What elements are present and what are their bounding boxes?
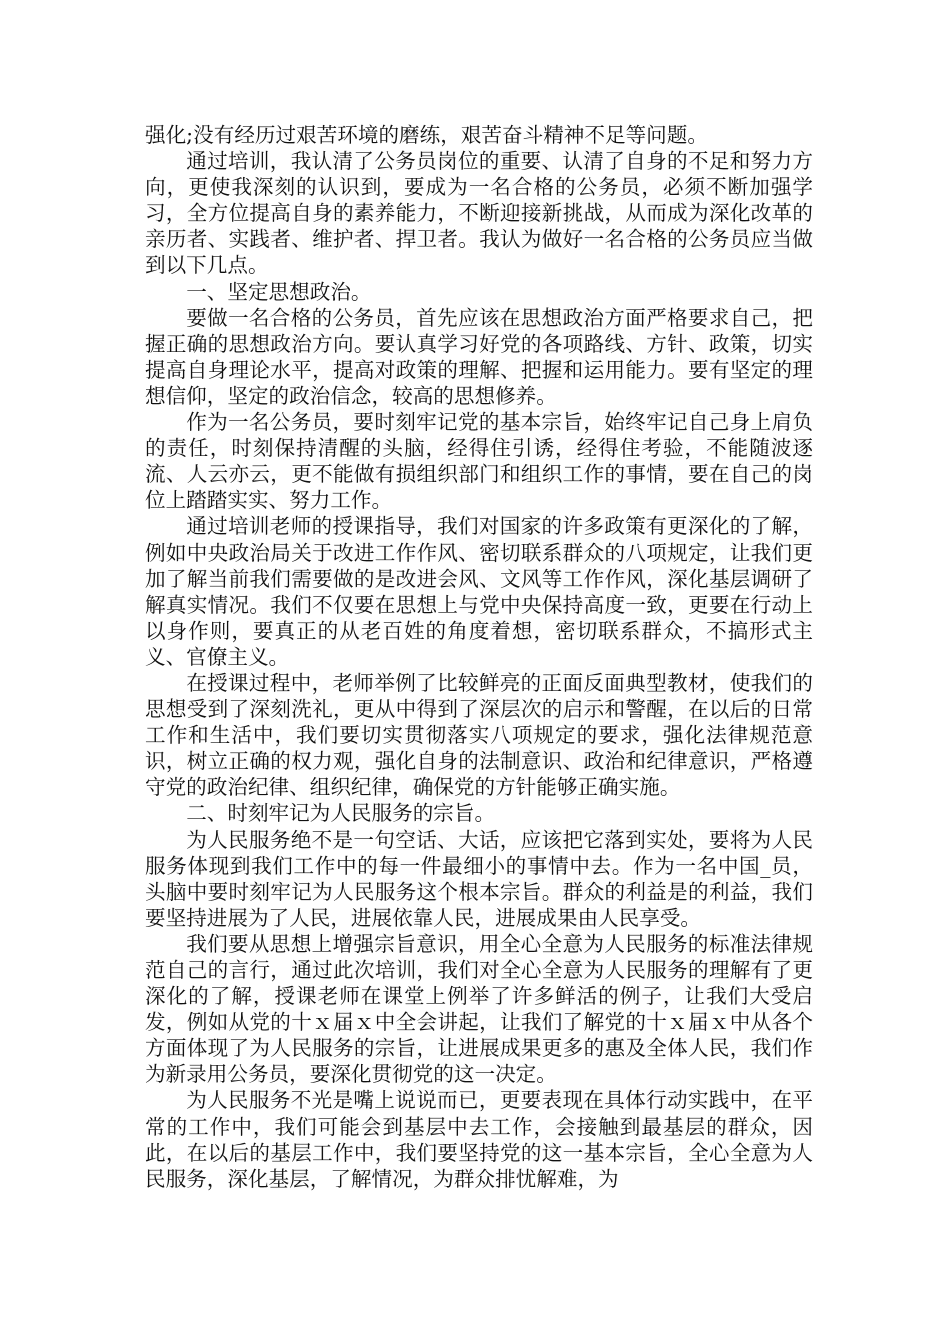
document-body: [145, 122, 813, 1192]
section-heading-2: 二、时刻牢记为人民服务的宗旨。: [186, 801, 496, 826]
section-heading-1: 一、坚定思想政治。: [186, 279, 372, 304]
paragraph-training-recognition: 通过培训，我认清了公务员岗位的重要、认清了自身的不足和努力方向，更使我深刻的认识到，要成为一名合格的公务员，必须不断加强学习，全方位提高自身的素养能力，不断迎接新挑战，从而成为深化改革的亲历者、实践者、维护者、捍卫者。我认为做好一名合格的公务员应当做到以下几点。: [145, 149, 813, 278]
paragraph-serve-people: 为人民服务绝不是一句空话、大话，应该把它落到实处，要将为人民服务体现到我们工作中的每一件最细小的事情中去。作为一名中国_员，头脑中要时刻牢记为人民服务这个根本宗旨。群众的利益是的利益，我们要坚持进展为了人民，进展依靠人民，进展成果由人民享受。: [145, 827, 813, 930]
paragraph-political-requirements: 要做一名合格的公务员，首先应该在思想政治方面严格要求自己，把握正确的思想政治方向。要认真学习好党的各项路线、方针、政策，切实提高自身理论水平，提高对政策的理解、把握和运用能力。要有坚定的理想信仰，坚定的政治信念，较高的思想修养。: [145, 305, 813, 408]
paragraph-party-purpose: 作为一名公务员，要时刻牢记党的基本宗旨，始终牢记自己身上肩负的责任，时刻保持清醒的头脑，经得住引诱，经得住考验，不能随波逐流、人云亦云，更不能做有损组织部门和组织工作的事情，要在自己的岗位上踏踏实实、努力工作。: [145, 410, 813, 513]
paragraph-purpose-awareness: 我们要从思想上增强宗旨意识，用全心全意为人民服务的标准法律规范自己的言行，通过此次培训，我们对全心全意为人民服务的理解有了更深化的了解，授课老师在课堂上例举了许多鲜活的例子，让我们大受启发，例如从党的十ｘ届ｘ中全会讲起，让我们了解党的十ｘ届ｘ中从各个方面体现了为人民服务的宗旨，让进展成果更多的惠及全体人民，我们作为新录用公务员，要深化贯彻党的这一决定。: [145, 931, 813, 1087]
paragraph-continuation: 强化;没有经历过艰苦环境的磨练，艰苦奋斗精神不足等问题。: [145, 123, 708, 147]
paragraph-teacher-guidance: 通过培训老师的授课指导，我们对国家的许多政策有更深化的了解，例如中央政治局关于改进工作作风、密切联系群众的八项规定，让我们更加了解当前我们需要做的是改进会风、文风等工作作风，深化基层调研了解真实情况。我们不仅要在思想上与党中央保持高度一致，更要在行动上以身作则，要真正的从老百姓的角度着想，密切联系群众，不搞形式主义、官僚主义。: [145, 514, 813, 669]
paragraph-action-practice: 为人民服务不光是嘴上说说而已，更要表现在具体行动实践中，在平常的工作中，我们可能会到基层中去工作，会接触到最基层的群众，因此，在以后的基层工作中，我们要坚持党的这一基本宗旨，全心全意为人民服务，深化基层，了解情况，为群众排忧解难，为: [145, 1088, 813, 1191]
paragraph-teaching-examples: 在授课过程中，老师举例了比较鲜亮的正面反面典型教材，使我们的思想受到了深刻洗礼，更从中得到了深层次的启示和警醒，在以后的日常工作和生活中，我们要切实贯彻落实八项规定的要求，强化法律规范意识，树立正确的权力观，强化自身的法制意识、政治和纪律意识，严格遵守党的政治纪律、组织纪律，确保党的方针能够正确实施。: [145, 670, 813, 800]
